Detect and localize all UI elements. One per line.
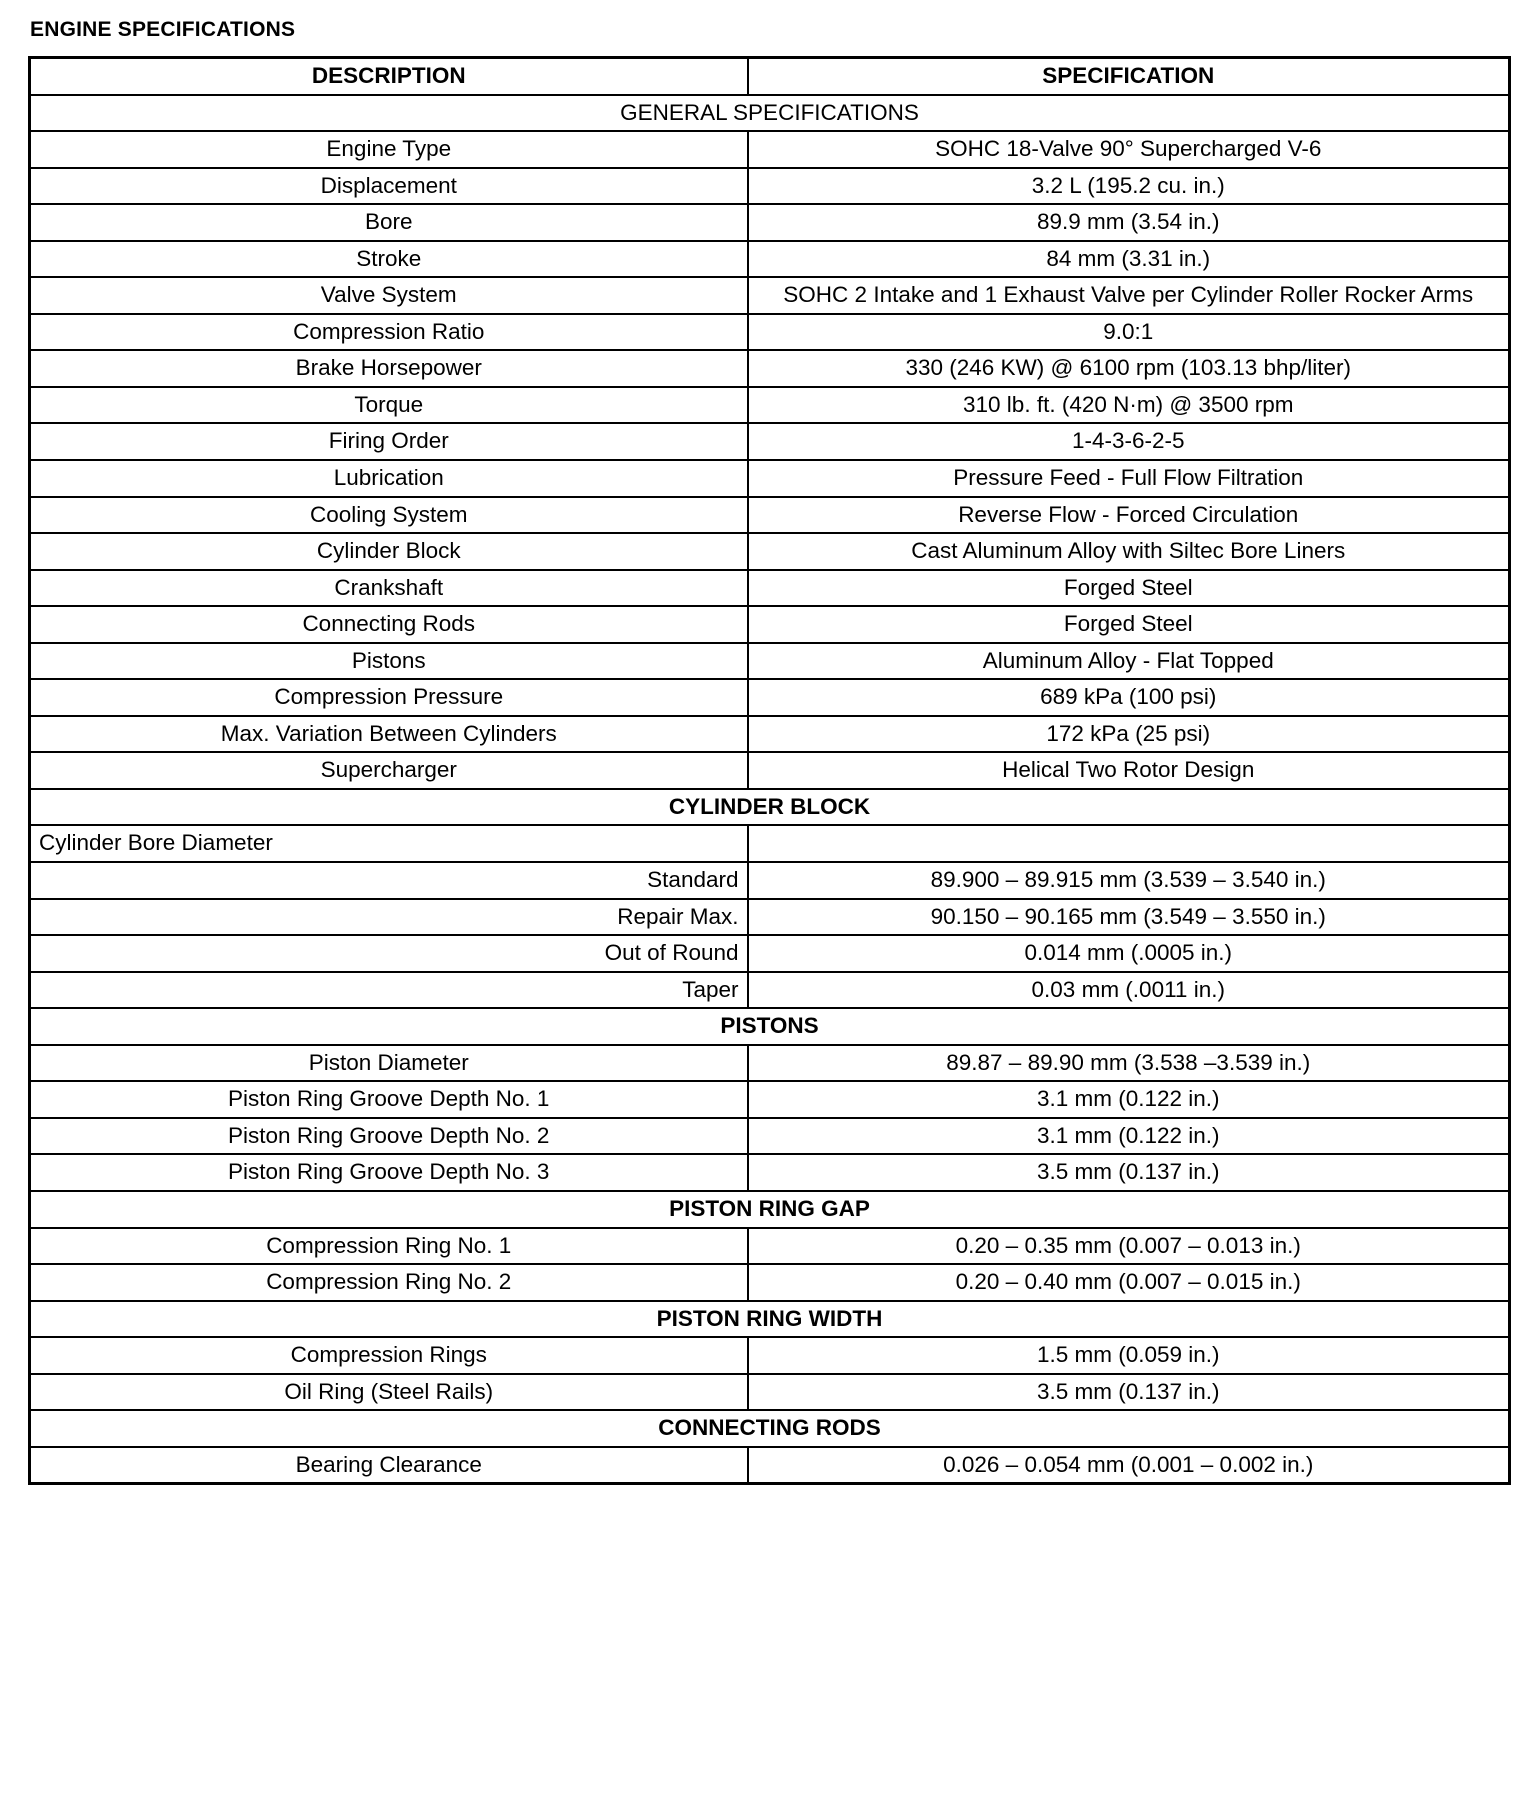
table-row bbox=[30, 1118, 1510, 1155]
table-row bbox=[30, 1045, 1510, 1082]
section-title: GENERAL SPECIFICATIONS bbox=[30, 95, 1510, 132]
table-row bbox=[30, 570, 1510, 607]
table-row bbox=[30, 314, 1510, 351]
row-description: Crankshaft bbox=[30, 570, 748, 607]
table-row bbox=[30, 277, 1510, 314]
section-title: CONNECTING RODS bbox=[30, 1410, 1510, 1447]
table-row bbox=[30, 168, 1510, 205]
table-row bbox=[30, 460, 1510, 497]
row-description: Piston Diameter bbox=[30, 1045, 748, 1082]
table-row bbox=[30, 497, 1510, 534]
row-value: 3.1 mm (0.122 in.) bbox=[748, 1081, 1510, 1118]
row-value: 172 kPa (25 psi) bbox=[748, 716, 1510, 753]
table-header-row bbox=[30, 58, 1510, 95]
row-value: 689 kPa (100 psi) bbox=[748, 679, 1510, 716]
row-value: Cast Aluminum Alloy with Siltec Bore Liners bbox=[748, 533, 1510, 570]
row-value: SOHC 18-Valve 90° Supercharged V-6 bbox=[748, 131, 1510, 168]
row-value: 0.20 – 0.35 mm (0.007 – 0.013 in.) bbox=[748, 1228, 1510, 1265]
row-description: Stroke bbox=[30, 241, 748, 278]
row-value: 89.9 mm (3.54 in.) bbox=[748, 204, 1510, 241]
row-value: 3.5 mm (0.137 in.) bbox=[748, 1374, 1510, 1411]
row-description: Compression Rings bbox=[30, 1337, 748, 1374]
column-header-description: DESCRIPTION bbox=[30, 58, 748, 95]
group-label-cylinder-bore-diameter: Cylinder Bore Diameter bbox=[30, 825, 748, 862]
row-value: 0.20 – 0.40 mm (0.007 – 0.015 in.) bbox=[748, 1264, 1510, 1301]
section-header-piston-ring-gap bbox=[30, 1191, 1510, 1228]
row-value: 89.87 – 89.90 mm (3.538 –3.539 in.) bbox=[748, 1045, 1510, 1082]
section-title: PISTONS bbox=[30, 1008, 1510, 1045]
engine-specifications-table bbox=[28, 56, 1511, 1485]
table-row bbox=[30, 752, 1510, 789]
row-description: Piston Ring Groove Depth No. 2 bbox=[30, 1118, 748, 1155]
table-row bbox=[30, 679, 1510, 716]
row-description: Displacement bbox=[30, 168, 748, 205]
row-description: Bore bbox=[30, 204, 748, 241]
row-value: 89.900 – 89.915 mm (3.539 – 3.540 in.) bbox=[748, 862, 1510, 899]
row-value: Reverse Flow - Forced Circulation bbox=[748, 497, 1510, 534]
row-description: Brake Horsepower bbox=[30, 350, 748, 387]
row-value: 9.0:1 bbox=[748, 314, 1510, 351]
row-description: Cylinder Block bbox=[30, 533, 748, 570]
row-description: Firing Order bbox=[30, 423, 748, 460]
row-value: Helical Two Rotor Design bbox=[748, 752, 1510, 789]
row-description: Compression Ring No. 2 bbox=[30, 1264, 748, 1301]
row-value: 3.1 mm (0.122 in.) bbox=[748, 1118, 1510, 1155]
row-value: Forged Steel bbox=[748, 570, 1510, 607]
row-value: 1.5 mm (0.059 in.) bbox=[748, 1337, 1510, 1374]
table-row bbox=[30, 1154, 1510, 1191]
table-row bbox=[30, 1081, 1510, 1118]
table-row bbox=[30, 1337, 1510, 1374]
section-header-cylinder-block bbox=[30, 789, 1510, 826]
section-title: CYLINDER BLOCK bbox=[30, 789, 1510, 826]
table-row bbox=[30, 1264, 1510, 1301]
table-row bbox=[30, 131, 1510, 168]
table-row bbox=[30, 204, 1510, 241]
row-value: SOHC 2 Intake and 1 Exhaust Valve per Cylinder Roller Rocker Arms bbox=[748, 277, 1510, 314]
row-value: 0.03 mm (.0011 in.) bbox=[748, 972, 1510, 1009]
row-description: Oil Ring (Steel Rails) bbox=[30, 1374, 748, 1411]
row-description: Torque bbox=[30, 387, 748, 424]
row-value: 0.026 – 0.054 mm (0.001 – 0.002 in.) bbox=[748, 1447, 1510, 1484]
table-row bbox=[30, 825, 1510, 862]
row-description: Cooling System bbox=[30, 497, 748, 534]
row-description: Compression Pressure bbox=[30, 679, 748, 716]
row-value: 330 (246 KW) @ 6100 rpm (103.13 bhp/liter) bbox=[748, 350, 1510, 387]
table-row bbox=[30, 935, 1510, 972]
section-header-piston-ring-width bbox=[30, 1301, 1510, 1338]
section-header-general bbox=[30, 95, 1510, 132]
table-row bbox=[30, 862, 1510, 899]
row-description: Repair Max. bbox=[30, 899, 748, 936]
section-header-connecting-rods bbox=[30, 1410, 1510, 1447]
row-description: Out of Round bbox=[30, 935, 748, 972]
row-description: Connecting Rods bbox=[30, 606, 748, 643]
row-value-empty bbox=[748, 825, 1510, 862]
table-row bbox=[30, 1374, 1510, 1411]
row-description: Bearing Clearance bbox=[30, 1447, 748, 1484]
row-value: 310 lb. ft. (420 N·m) @ 3500 rpm bbox=[748, 387, 1510, 424]
table-row bbox=[30, 643, 1510, 680]
page-title: ENGINE SPECIFICATIONS bbox=[30, 18, 296, 41]
row-description: Compression Ring No. 1 bbox=[30, 1228, 748, 1265]
row-description: Engine Type bbox=[30, 131, 748, 168]
table-row bbox=[30, 241, 1510, 278]
row-value: 84 mm (3.31 in.) bbox=[748, 241, 1510, 278]
table-row bbox=[30, 350, 1510, 387]
table-row bbox=[30, 716, 1510, 753]
table-row bbox=[30, 387, 1510, 424]
row-description: Valve System bbox=[30, 277, 748, 314]
row-description: Supercharger bbox=[30, 752, 748, 789]
row-value: Forged Steel bbox=[748, 606, 1510, 643]
row-description: Compression Ratio bbox=[30, 314, 748, 351]
row-value: 3.5 mm (0.137 in.) bbox=[748, 1154, 1510, 1191]
row-value: 90.150 – 90.165 mm (3.549 – 3.550 in.) bbox=[748, 899, 1510, 936]
row-value: 3.2 L (195.2 cu. in.) bbox=[748, 168, 1510, 205]
row-description: Piston Ring Groove Depth No. 3 bbox=[30, 1154, 748, 1191]
row-value: 0.014 mm (.0005 in.) bbox=[748, 935, 1510, 972]
row-description: Standard bbox=[30, 862, 748, 899]
section-title: PISTON RING WIDTH bbox=[30, 1301, 1510, 1338]
row-description: Piston Ring Groove Depth No. 1 bbox=[30, 1081, 748, 1118]
row-description: Lubrication bbox=[30, 460, 748, 497]
table-row bbox=[30, 899, 1510, 936]
table-row bbox=[30, 533, 1510, 570]
table-row bbox=[30, 1447, 1510, 1484]
row-value: Pressure Feed - Full Flow Filtration bbox=[748, 460, 1510, 497]
row-value: Aluminum Alloy - Flat Topped bbox=[748, 643, 1510, 680]
table-row bbox=[30, 606, 1510, 643]
table-row bbox=[30, 423, 1510, 460]
table-row bbox=[30, 1228, 1510, 1265]
row-description: Max. Variation Between Cylinders bbox=[30, 716, 748, 753]
row-description: Pistons bbox=[30, 643, 748, 680]
section-title: PISTON RING GAP bbox=[30, 1191, 1510, 1228]
row-value: 1-4-3-6-2-5 bbox=[748, 423, 1510, 460]
section-header-pistons bbox=[30, 1008, 1510, 1045]
row-description: Taper bbox=[30, 972, 748, 1009]
column-header-specification: SPECIFICATION bbox=[748, 58, 1510, 95]
table-row bbox=[30, 972, 1510, 1009]
